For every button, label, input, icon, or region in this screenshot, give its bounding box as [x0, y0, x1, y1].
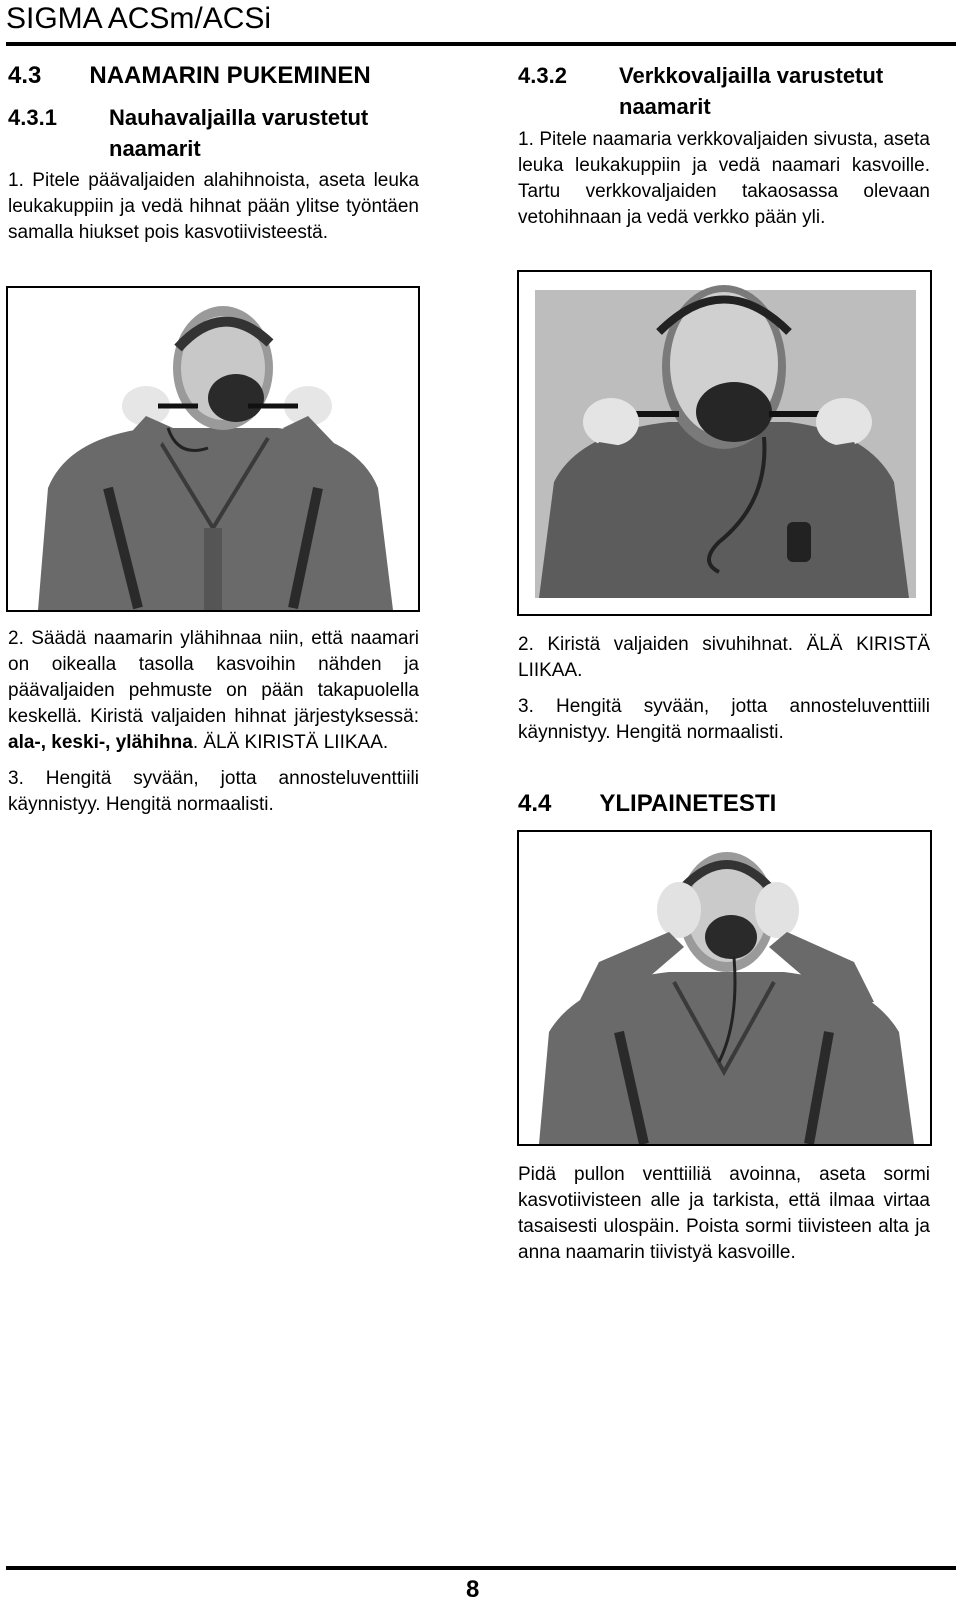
section-heading-4-3: 4.3 NAAMARIN PUKEMINEN: [8, 62, 371, 89]
right-step-1: [518, 127, 930, 241]
subsection-number: 4.3.1: [8, 105, 57, 130]
photo-mask-net-harness: [517, 270, 932, 616]
person-donning-mask-image: [8, 288, 418, 610]
step-3-text: 3. Hengitä syvään, jotta annosteluventtiili käynnistyy. Hengitä normaalisti.: [8, 768, 419, 815]
document-title: SIGMA ACSm/ACSi: [6, 2, 272, 35]
step-1-text: 1. Pitele naamaria verkkovaljaiden sivusta, aseta leuka leukakuppiin ja vedä naamari kasvoille. Tartu verkkovaljaiden takaosassa olevaan vetohihnaan ja vedä verkko pään yli.: [518, 129, 930, 228]
step-2-text: 2. Kiristä valjaiden sivuhihnat. ÄLÄ KIRISTÄ LIIKAA.: [518, 634, 930, 681]
subsection-title-line2: naamarit: [619, 94, 711, 119]
step-1-text: 1. Pitele päävaljaiden alahihnoista, aseta leuka leukakuppiin ja vedä hihnat pään ylitse työntäen samalla hiukset pois kasvotiivisteestä.: [8, 170, 419, 243]
person-net-harness-image: [519, 272, 930, 614]
test-text: Pidä pullon venttiiliä avoinna, aseta sormi kasvotiivisteen alle ja tarkista, että ilmaa virtaa tasaisesti ulospäin. Poista sormi tiivisteen alta ja anna naamarin tiivistyä kasvoille.: [518, 1164, 930, 1263]
right-steps-2-3: [518, 632, 930, 756]
page-number: 8: [466, 1576, 480, 1603]
subsection-heading-4-3-1: [8, 102, 428, 164]
left-step-1: [8, 168, 419, 256]
subsection-title-line2: naamarit: [109, 136, 201, 161]
step-2-bold-order: ala-, keski-, ylähihna: [8, 732, 193, 753]
subsection-heading-4-3-2: [518, 60, 938, 122]
step-2-end: . ÄLÄ KIRISTÄ LIIKAA.: [192, 732, 389, 753]
step-3-text: 3. Hengitä syvään, jotta annosteluventtiili käynnistyy. Hengitä normaalisti.: [518, 696, 930, 743]
subsection-number: 4.3.2: [518, 63, 567, 88]
subsection-title-line1: Verkkovaljailla varustetut: [619, 63, 884, 88]
photo-mask-strap-harness: [6, 286, 420, 612]
step-2-intro: 2. Säädä naamarin ylähihnaa niin, että naamari on oikealla tasolla kasvoihin nähden ja päävaljaiden pehmuste on pään takapuolella keskellä. Kiristä valjaiden hihnat järjestyksessä:: [8, 628, 419, 727]
subsection-title-line1: Nauhavaljailla varustetut: [109, 105, 369, 130]
footer-rule: [6, 1566, 956, 1570]
left-steps-2-3: [8, 626, 419, 828]
photo-positive-pressure-test: [517, 830, 932, 1146]
test-instructions: [518, 1162, 930, 1276]
person-pressure-test-image: [519, 832, 930, 1144]
step-2-text: [8, 626, 419, 756]
section-heading-4-4: 4.4 YLIPAINETESTI: [518, 790, 777, 817]
header-rule: [6, 42, 956, 46]
